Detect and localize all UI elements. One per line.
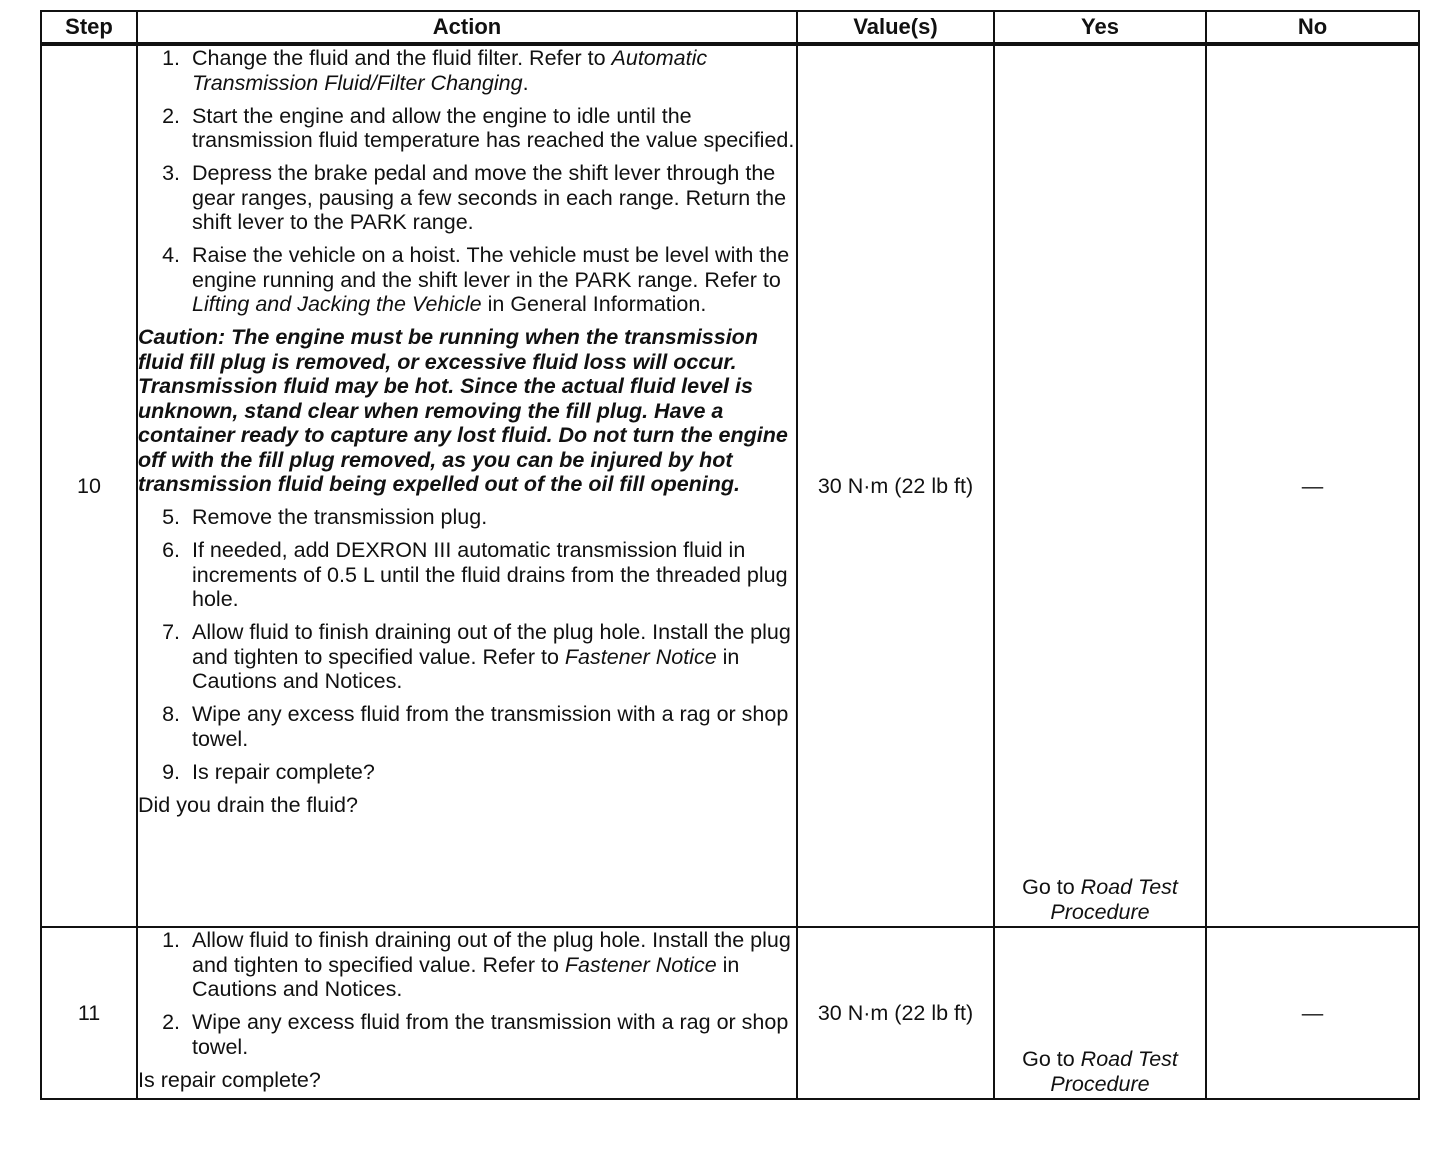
list-item bbox=[138, 620, 796, 694]
list-item bbox=[138, 161, 796, 235]
header-yes: Yes bbox=[994, 11, 1206, 44]
reference-link-text: Fastener Notice bbox=[564, 644, 717, 669]
step-number: 11 bbox=[41, 927, 137, 1099]
list-text: Start the engine and allow the engine to idle until the transmission fluid temperature has reached the value specified. bbox=[192, 103, 795, 152]
list-text: Wipe any excess fluid from the transmission with a rag or shop towel. bbox=[192, 1010, 789, 1059]
list-item bbox=[138, 46, 796, 95]
list-item bbox=[138, 1010, 796, 1059]
list-item bbox=[138, 243, 796, 317]
list-text: Allow fluid to finish draining out of the plug hole. Install the plug and tighten to specified value. Refer to Fastener Notice in Cautions and Notices. bbox=[192, 928, 791, 1001]
list-number: 1. bbox=[162, 46, 180, 70]
yes-cell bbox=[994, 44, 1206, 927]
reference-link-text: Automatic Transmission Fluid/Filter Changing bbox=[192, 46, 708, 95]
no-dash: — bbox=[1301, 473, 1324, 498]
list-item bbox=[138, 702, 796, 751]
yes-cell bbox=[994, 927, 1206, 1099]
table-row-step-10 bbox=[41, 44, 1419, 927]
list-text: If needed, add DEXRON III automatic transmission fluid in increments of 0.5 L until the fluid drains from the threaded plug hole. bbox=[192, 538, 788, 611]
list-number: 8. bbox=[162, 702, 180, 726]
value-cell: 30 N·m (22 lb ft) bbox=[797, 44, 994, 927]
list-item bbox=[138, 104, 796, 153]
header-step: Step bbox=[41, 11, 137, 44]
no-cell bbox=[1206, 44, 1419, 927]
list-text: Depress the brake pedal and move the shift lever through the gear ranges, pausing a few seconds in each range. Return the shift lever to the PARK range. bbox=[192, 161, 787, 234]
step-number: 10 bbox=[41, 44, 137, 927]
list-number: 4. bbox=[162, 243, 180, 267]
no-dash: — bbox=[1301, 1000, 1324, 1025]
list-number: 6. bbox=[162, 538, 180, 562]
list-number: 1. bbox=[162, 928, 180, 952]
list-text: Allow fluid to finish draining out of the plug hole. Install the plug and tighten to specified value. Refer to Fastener Notice in Cautions and Notices. bbox=[192, 620, 791, 693]
list-number: 5. bbox=[162, 505, 180, 529]
diagnostic-table bbox=[40, 10, 1420, 1100]
list-text: Raise the vehicle on a hoist. The vehicle must be level with the engine running and the shift lever in the PARK range. Refer to Lifting and Jacking the Vehicle in General Information. bbox=[192, 243, 790, 316]
action-cell bbox=[137, 44, 797, 927]
list-number: 9. bbox=[162, 759, 180, 784]
list-text: Remove the transmission plug. bbox=[192, 505, 488, 529]
value-cell: 30 N·m (22 lb ft) bbox=[797, 927, 994, 1099]
action-list bbox=[138, 505, 796, 784]
caution-text: Caution: The engine must be running when the transmission fluid fill plug is removed, or excessive fluid loss will occur. Transmission fluid may be hot. Since the actual fluid level is unknown, stand clear when removing the fill plug. Have a container ready to capture any lost fluid. Do not turn the engine off with the fill plug removed, as you can be injured by hot transmission fluid being expelled out of the oil fill opening. bbox=[138, 325, 788, 496]
list-item bbox=[138, 538, 796, 612]
list-item bbox=[138, 760, 796, 785]
action-list bbox=[138, 928, 796, 1059]
road-test-link: Road Test Procedure bbox=[1050, 875, 1178, 924]
list-number: 3. bbox=[162, 161, 180, 185]
list-text: Change the fluid and the fluid filter. Refer to Automatic Transmission Fluid/Filter Changing. bbox=[192, 46, 708, 95]
list-text: Wipe any excess fluid from the transmission with a rag or shop towel. bbox=[192, 702, 789, 751]
list-number: 2. bbox=[162, 103, 180, 128]
reference-link-text: Fastener Notice bbox=[564, 952, 717, 977]
yes-instruction: Go to Road Test Procedure bbox=[1022, 875, 1178, 924]
header-values: Value(s) bbox=[797, 11, 994, 44]
yes-instruction: Go to Road Test Procedure bbox=[1022, 1047, 1178, 1096]
road-test-link: Road Test Procedure bbox=[1050, 1047, 1178, 1096]
list-text: Is repair complete? bbox=[192, 759, 375, 784]
list-number: 2. bbox=[162, 1010, 180, 1034]
header-row bbox=[41, 11, 1419, 44]
header-no: No bbox=[1206, 11, 1419, 44]
list-number: 7. bbox=[162, 620, 180, 644]
header-action: Action bbox=[137, 11, 797, 44]
action-cell bbox=[137, 927, 797, 1099]
list-item bbox=[138, 505, 796, 530]
no-cell bbox=[1206, 927, 1419, 1099]
list-item bbox=[138, 928, 796, 1002]
decision-question: Is repair complete? bbox=[138, 1067, 321, 1092]
action-list bbox=[138, 46, 796, 317]
reference-link-text: Lifting and Jacking the Vehicle bbox=[192, 292, 482, 316]
decision-question: Did you drain the fluid? bbox=[138, 792, 358, 817]
table-row-step-11 bbox=[41, 927, 1419, 1099]
